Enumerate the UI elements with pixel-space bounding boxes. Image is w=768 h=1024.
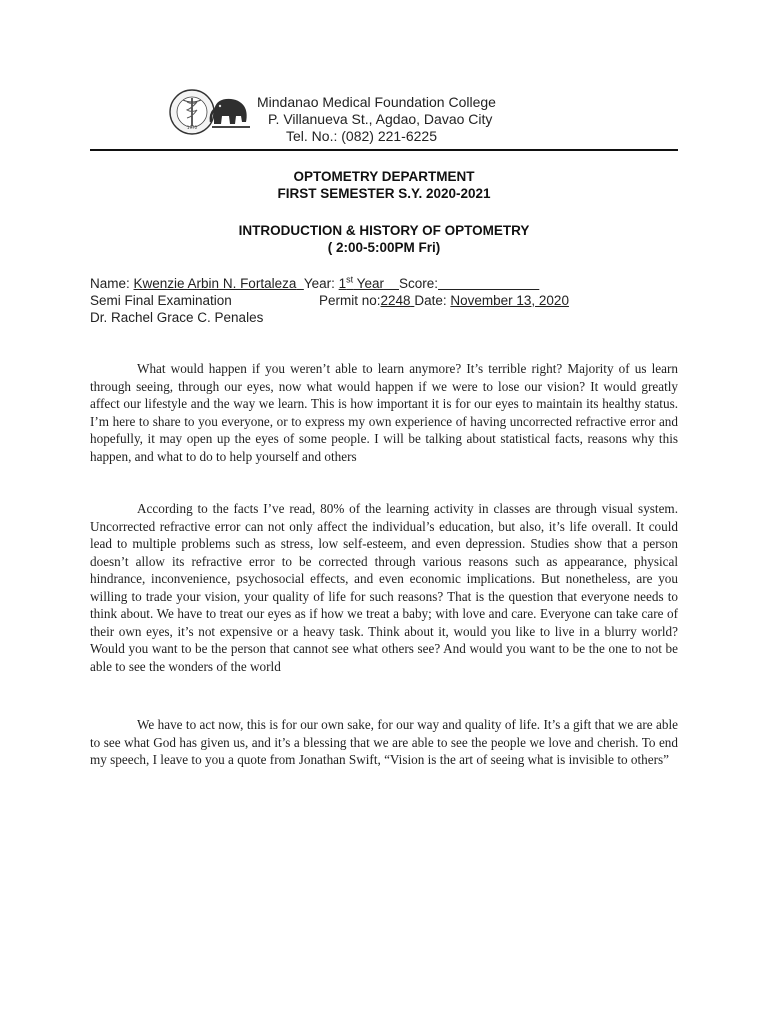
score-label: Score: [398,276,439,291]
institution-telephone: Tel. No.: (082) 221-6225 [286,128,437,144]
permit-date-line [319,292,569,309]
year-suffix: st [346,274,354,285]
institution-address: P. Villanueva St., Agdao, Davao City [268,111,493,127]
year-word: Year [353,276,384,291]
exam-type: Semi Final Examination [90,293,232,308]
year-label: Year: [303,276,339,291]
svg-text:1970: 1970 [186,125,198,130]
exam-date: November 13, 2020 [450,293,569,308]
name-underline-gap [296,276,304,291]
semester-title: FIRST SEMESTER S.Y. 2020-2021 [277,186,491,201]
name-label: Name: [90,276,134,291]
permit-number: 2248 [380,293,411,308]
student-name: Kwenzie Arbin N. Fortaleza [133,276,297,291]
year-value [339,276,399,291]
institution-name: Mindanao Medical Foundation College [257,94,496,110]
score-blank [438,276,539,291]
instructor-name: Dr. Rachel Grace C. Penales [90,310,264,325]
subject-title: INTRODUCTION & HISTORY OF OPTOMETRY [238,223,530,238]
paragraph-2: According to the facts I’ve read, 80% of the learning activity in classes are through visual system. Uncorrected refractive error can not only affect the individual’s education, but also, it’s life overall. It could lead to multiple problems such as stress, low self-esteem, and even depression. Studies show that a person doesn’t allow its refractive error to be corrected through various reasons such as appearance, physical hindrance, inconvenience, psychosocial effects, and even economic implications. But nonetheless, are you willing to trade your vision, your quality of life for such reasons? That is the question that everyone needs to think about. We have to treat our eyes as if how we treat a baby; with love and care. Everyone can take care of their own eyes, it’s not expensive or a heavy task. Think about it, would you like to live in a blurry world? Would you want to be the person that cannot see what others see? And would you want to be the one to not be able to see the wonders of the world [90,501,678,674]
student-info-line [90,275,539,292]
year-number: 1 [338,276,347,291]
date-label: Date: [414,293,451,308]
paragraph-1: What would happen if you weren’t able to learn anymore? It’s terrible right? Majority of us learn through seeing, through our eyes, now what would happen if we were to lose our vision? It would greatly affect our lifestyle and the way we learn. This is how important it is for our eyes to maintain its healthy status. I’m here to share to you everyone, or to express my own experience of having uncorrected refractive error and hopefully, it may open up the eyes of some people. I will be talking about statistical facts, reasons why this happen, and what to do to help yourself and others [90,361,678,464]
header-divider [90,149,678,151]
schedule-line: ( 2:00-5:00PM Fri) [327,240,441,255]
department-title: OPTOMETRY DEPARTMENT [293,169,475,184]
permit-label: Permit no: [319,293,381,308]
college-seal-logo [168,88,252,136]
paragraph-3: We have to act now, this is for our own sake, for our way and quality of life. It’s a gift that we are able to see what God has given us, and it’s a blessing that we are able to see the people we love and cherish. To end my speech, I leave to you a quote from Jonathan Swift, “Vision is the art of seeing what is invisible to others” [90,717,678,767]
